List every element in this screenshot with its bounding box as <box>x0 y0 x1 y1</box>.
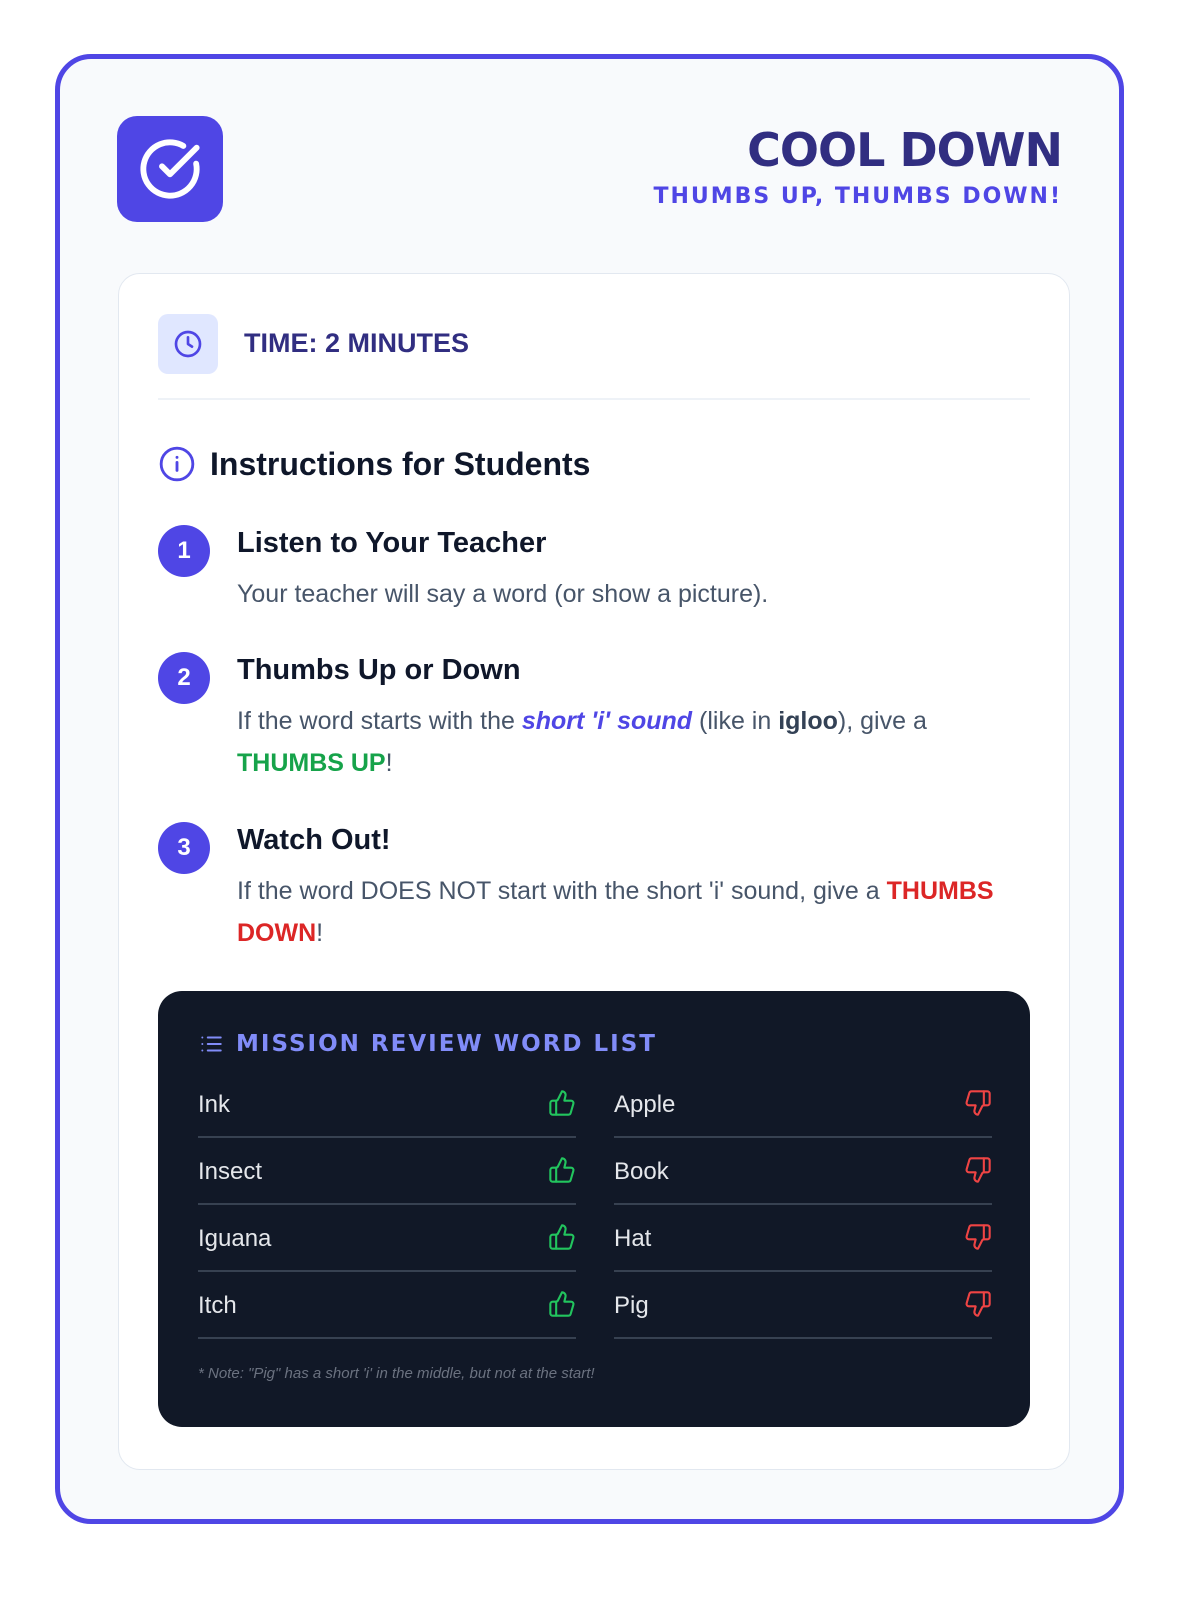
step-2 <box>158 652 1030 792</box>
list-item <box>198 1205 576 1272</box>
desc-text: (like in <box>692 707 779 735</box>
step-description: Your teacher will say a word (or show a picture). <box>237 580 769 608</box>
word-list-title: MISSION REVIEW WORD LIST <box>236 1031 657 1057</box>
step-number: 2 <box>158 652 210 704</box>
thumbs-down-icon <box>964 1223 992 1251</box>
short-i-sound-emphasis: short 'i' sound <box>521 707 693 735</box>
time-label: TIME: 2 MINUTES <box>244 328 470 358</box>
word: Hat <box>614 1225 652 1252</box>
check-circle-icon <box>138 137 202 201</box>
thumbs-up-column <box>198 1071 576 1339</box>
example-word: igloo <box>778 707 838 735</box>
page-subtitle: THUMBS UP, THUMBS DOWN! <box>653 184 1062 209</box>
cool-down-card <box>55 54 1124 1524</box>
step-title: Watch Out! <box>237 824 391 856</box>
desc-text: If the word DOES NOT start with the short 'i' sound, give a <box>237 877 887 905</box>
step-description <box>237 700 1030 784</box>
clock-badge <box>158 314 218 374</box>
list-item <box>198 1272 576 1339</box>
time-row <box>158 314 1030 400</box>
desc-text: ), give a <box>837 707 927 735</box>
thumbs-up-icon <box>548 1089 576 1117</box>
info-icon <box>158 445 196 483</box>
list-item <box>614 1205 992 1272</box>
word: Iguana <box>198 1225 272 1252</box>
thumbs-down-column <box>614 1071 992 1339</box>
desc-text: ! <box>385 749 393 777</box>
header <box>117 116 1062 226</box>
word: Ink <box>198 1091 231 1118</box>
list-item <box>198 1138 576 1205</box>
instructions-title: Instructions for Students <box>210 445 591 482</box>
desc-text: If the word starts with the <box>237 707 522 735</box>
thumbs-up-icon <box>548 1223 576 1251</box>
desc-text: ! <box>316 919 324 947</box>
word: Insect <box>198 1158 263 1185</box>
step-title: Listen to Your Teacher <box>237 527 547 559</box>
thumbs-down-icon <box>964 1156 992 1184</box>
step-number: 3 <box>158 822 210 874</box>
thumbs-up-icon <box>548 1290 576 1318</box>
list-item <box>614 1272 992 1339</box>
word-list-panel <box>158 991 1030 1427</box>
header-titles <box>653 122 1062 209</box>
step-number: 1 <box>158 525 210 577</box>
thumbs-up-icon <box>548 1156 576 1184</box>
word: Itch <box>198 1292 237 1319</box>
list-item <box>198 1071 576 1138</box>
word: Apple <box>614 1091 676 1118</box>
thumbs-down-icon <box>964 1290 992 1318</box>
word: Pig <box>614 1292 649 1319</box>
list-icon <box>198 1031 224 1057</box>
list-item <box>614 1071 992 1138</box>
word-list-note: * Note: "Pig" has a short 'i' in the middle, but not at the start! <box>198 1365 595 1382</box>
thumbs-down-label: THUMBS DOWN <box>237 877 994 947</box>
word: Book <box>614 1158 669 1185</box>
step-title: Thumbs Up or Down <box>237 654 521 686</box>
logo <box>117 116 223 222</box>
list-item <box>614 1138 992 1205</box>
thumbs-up-label: THUMBS UP <box>237 749 386 777</box>
activity-card <box>118 273 1070 1470</box>
word-list-header <box>198 1031 657 1057</box>
thumbs-down-icon <box>964 1089 992 1117</box>
page-title: COOL DOWN <box>747 123 1062 177</box>
step-description <box>237 870 1030 954</box>
instructions-heading <box>158 444 590 484</box>
step-1 <box>158 525 1030 625</box>
clock-icon <box>172 328 204 360</box>
step-3 <box>158 822 1030 962</box>
